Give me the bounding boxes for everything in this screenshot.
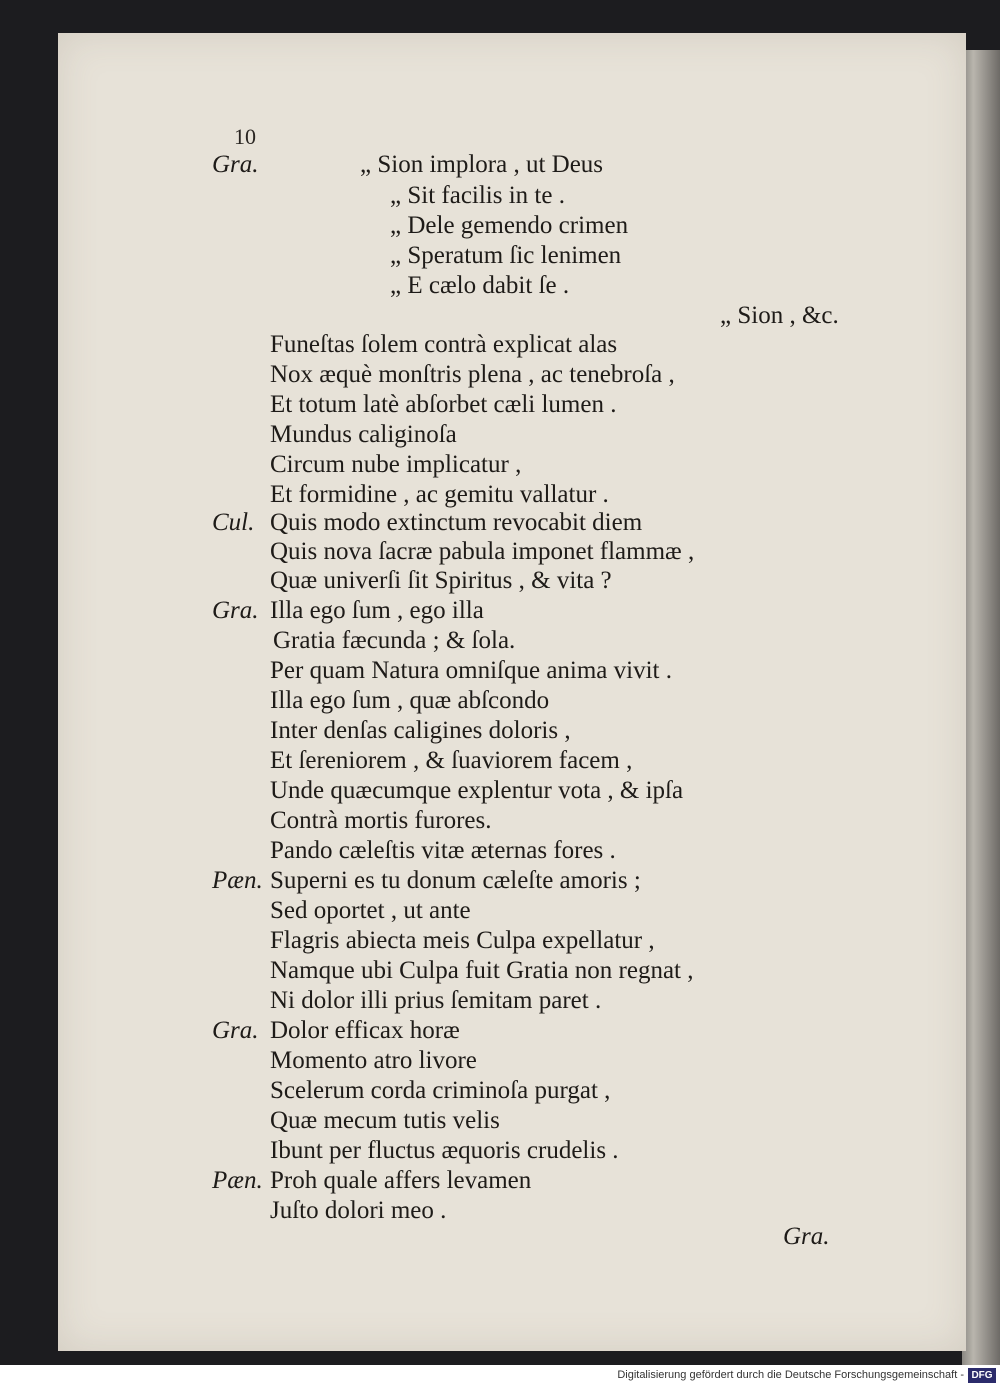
- verse-line: Et totum latè abſorbet cæli lumen .: [270, 391, 617, 418]
- verse-line: Illa ego ſum , ego illa: [270, 597, 484, 624]
- verse-line: „ Sion implora , ut Deus: [360, 151, 604, 178]
- verse-line: Proh quale affers levamen: [270, 1167, 532, 1194]
- catchword: Gra.: [783, 1223, 830, 1250]
- speaker-label: Gra.: [212, 597, 259, 624]
- verse-line: Mundus caliginoſa: [270, 421, 457, 448]
- verse-line: Nox æquè monſtris plena , ac tenebroſa ,: [270, 361, 675, 388]
- footer-bar: [0, 1365, 1000, 1388]
- verse-line: Funeſtas ſolem contrà explicat alas: [270, 331, 618, 358]
- verse-line: Dolor efficax horæ: [270, 1017, 460, 1044]
- verse-line: „ Sion , &c.: [720, 302, 839, 329]
- verse-line: Unde quæcumque explentur vota , & ipſa: [270, 777, 684, 804]
- verse-line: Circum nube implicatur ,: [270, 451, 522, 478]
- verse-line: Quæ mecum tutis velis: [270, 1107, 500, 1134]
- verse-line: Contrà mortis furores.: [270, 807, 492, 834]
- next-page-edge: [962, 50, 1000, 1365]
- verse-line: Scelerum corda criminoſa purgat ,: [270, 1077, 611, 1104]
- verse-line: Et formidine , ac gemitu vallatur .: [270, 481, 609, 508]
- verse-line: Gratia fæcunda ; & ſola.: [273, 627, 516, 654]
- verse-line: Per quam Natura omniſque anima vivit .: [270, 657, 672, 684]
- verse-line: „ Speratum ſic lenimen: [390, 242, 622, 269]
- speaker-label: Gra.: [212, 151, 259, 178]
- verse-line: Illa ego ſum , quæ abſcondo: [270, 687, 550, 714]
- verse-line: „ Sit facilis in te .: [390, 182, 565, 209]
- verse-line: Momento atro livore: [270, 1047, 477, 1074]
- funding-credit: Digitalisierung gefördert durch die Deutsche Forschungsgemeinschaft -: [617, 1369, 964, 1381]
- speaker-label: Cul.: [212, 509, 255, 536]
- verse-line: Pando cæleſtis vitæ æternas fores .: [270, 837, 616, 864]
- verse-line: Flagris abiecta meis Culpa expellatur ,: [270, 927, 655, 954]
- verse-line: Namque ubi Culpa fuit Gratia non regnat ,: [270, 957, 694, 984]
- speaker-label: Gra.: [212, 1017, 259, 1044]
- verse-line: Quis nova ſacræ pabula imponet flammæ ,: [270, 538, 695, 565]
- verse-line: Quæ univerſi ſit Spiritus , & vita ?: [270, 567, 612, 594]
- verse-line: Ni dolor illi prius ſemitam paret .: [270, 987, 602, 1014]
- verse-line: Juſto dolori meo .: [270, 1197, 447, 1224]
- verse-line: Et ſereniorem , & ſuaviorem facem ,: [270, 747, 633, 774]
- verse-line: Quis modo extinctum revocabit diem: [270, 509, 643, 536]
- page-number: 10: [234, 124, 256, 149]
- verse-line: „ Dele gemendo crimen: [390, 212, 629, 239]
- speaker-label: Pæn.: [212, 867, 263, 894]
- verse-line: „ E cælo dabit ſe .: [390, 272, 570, 299]
- verse-line: Superni es tu donum cæleſte amoris ;: [270, 867, 641, 894]
- verse-line: Sed oportet , ut ante: [270, 897, 471, 924]
- speaker-label: Pæn.: [212, 1167, 263, 1194]
- dfg-logo: DFG: [968, 1368, 996, 1383]
- verse-line: Ibunt per fluctus æquoris crudelis .: [270, 1137, 619, 1164]
- verse-line: Inter denſas caligines doloris ,: [270, 717, 571, 744]
